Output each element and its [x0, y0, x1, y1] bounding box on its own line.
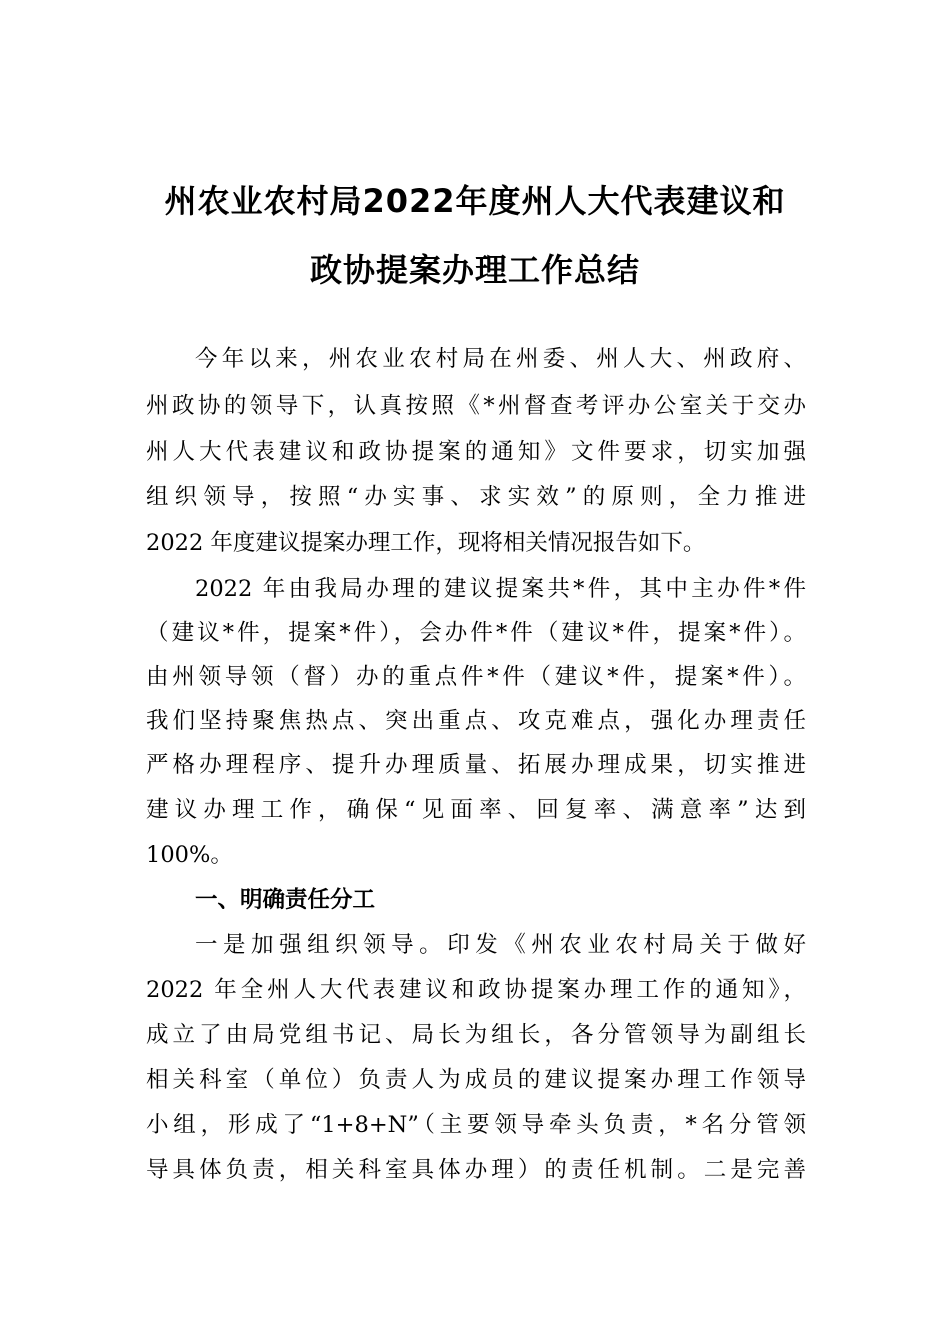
paragraph-2-line-3: 由州领导领（督）办的重点件*件（建议*件，提案*件）。 — [146, 664, 806, 690]
document-title-line-2: 政协提案办理工作总结 — [309, 251, 640, 289]
paragraph-1-line-2: 州政协的领导下，认真按照《*州督查考评办公室关于交办 — [146, 393, 806, 419]
paragraph-2-line-4: 我们坚持聚焦热点、突出重点、攻克难点，强化办理责任 — [146, 708, 806, 734]
paragraph-3-line-3: 成立了由局党组书记、局长为组长，各分管领导为副组长 — [146, 1022, 806, 1048]
paragraph-3-line-6: 导具体负责，相关科室具体办理）的责任机制。二是完善 — [146, 1157, 806, 1183]
section-heading-1: 一、明确责任分工 — [195, 887, 376, 913]
paragraph-3-line-2: 2022 年全州人大代表建议和政协提案办理工作的通知》， — [146, 977, 806, 1003]
document-title-line-1: 州农业农村局2022年度州人大代表建议和 — [164, 182, 786, 220]
paragraph-3-line-5: 小组，形成了“1+8+N”（主要领导牵头负责，*名分管领 — [146, 1112, 806, 1138]
paragraph-2-line-2: （建议*件，提案*件），会办件*件（建议*件，提案*件）。 — [146, 620, 806, 646]
paragraph-1-line-3: 州人大代表建议和政协提案的通知》文件要求，切实加强 — [146, 439, 806, 465]
paragraph-1-line-4: 组织领导，按照“办实事、求实效”的原则，全力推进 — [146, 484, 806, 510]
paragraph-1-line-1: 今年以来，州农业农村局在州委、州人大、州政府、 — [195, 346, 806, 372]
paragraph-2-line-1: 2022 年由我局办理的建议提案共*件，其中主办件*件 — [195, 576, 806, 602]
paragraph-2-line-5: 严格办理程序、提升办理质量、拓展办理成果，切实推进 — [146, 752, 806, 778]
paragraph-3-line-1: 一是加强组织领导。印发《州农业农村局关于做好 — [195, 932, 806, 958]
paragraph-2-line-7: 100%。 — [146, 842, 233, 868]
paragraph-1-line-5: 2022 年度建议提案办理工作，现将相关情况报告如下。 — [146, 530, 706, 556]
paragraph-3-line-4: 相关科室（单位）负责人为成员的建议提案办理工作领导 — [146, 1067, 806, 1093]
paragraph-2-line-6: 建议办理工作，确保“见面率、回复率、满意率”达到 — [146, 797, 806, 823]
